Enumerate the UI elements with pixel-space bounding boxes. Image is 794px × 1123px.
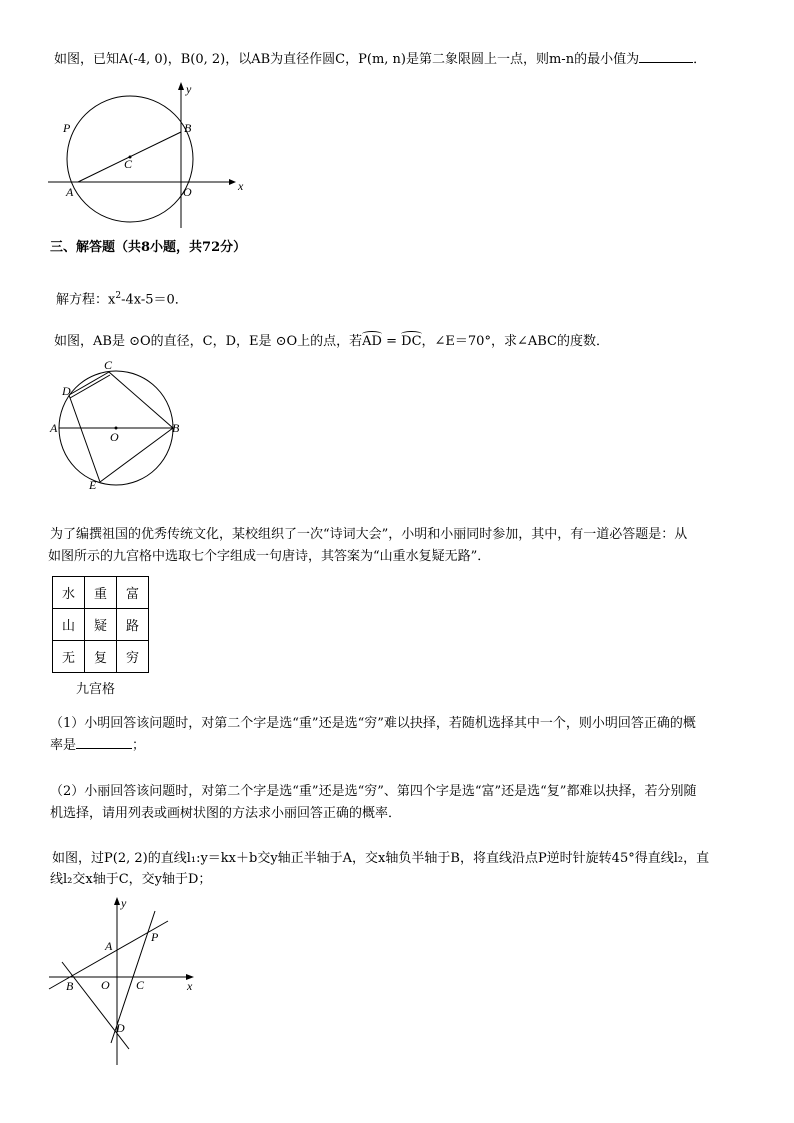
q4-sub1-stem: 率是 [50,738,77,753]
q5-line2: 线l₂交x轴于C，交y轴于D； [50,872,212,887]
grid-cell: 水 [53,577,85,609]
q4-sub1-end: ； [132,738,146,753]
q2-superscript: 2 [115,291,122,301]
grid-row [53,609,149,641]
q3-text [54,334,609,350]
q5-label-b: B [66,979,74,993]
q3-label-o: O [110,430,119,444]
grid-cell: 无 [53,641,85,673]
q5-label-p: P [151,930,159,944]
q3-arc-ad: AD [362,334,382,349]
q2-stem: 解方程：x [56,292,116,308]
q3-arc-dc: DC [401,334,422,349]
q5-label-c: C [136,978,145,992]
q4-answer-blank[interactable] [76,748,132,749]
q4-sub2-line1: （2）小丽回答该问题时，对第二个字是选“重”还是选“穷”、第四个字是选“富”还是选“复”都难以抉择，若分别随 [50,784,697,799]
q3-figure [46,355,196,495]
q5-label-d: D [116,1021,125,1035]
q5-label-a: A [105,939,113,953]
q1-label-a: A [66,185,74,199]
q3-stem: 如图，AB是 ⊙O的直径，C，D，E是 ⊙O上的点，若 [54,334,363,349]
q5-label-y: y [121,896,127,910]
grid-caption: 九宫格 [76,682,116,697]
q1-answer-blank[interactable] [639,62,693,63]
q4-sub2-line2: 机选择，请用列表或画树状图的方法求小丽回答正确的概率． [50,806,402,821]
q1-label-b: B [184,121,192,135]
q5-label-o: O [101,978,110,992]
grid-cell: 复 [85,641,117,673]
grid-cell: 富 [117,577,149,609]
grid-cell: 疑 [85,609,117,641]
q3-label-a: A [50,421,58,435]
q4-line2: 如图所示的九宫格中选取七个字组成一句唐诗，其答案为“山重水复疑无路”． [48,549,491,564]
q3-stem-end: ，∠E＝70°，求∠ABC的度数． [421,334,609,349]
q1-text [54,52,706,68]
grid-cell: 重 [85,577,117,609]
q1-label-y: y [186,82,192,96]
q3-label-e: E [89,478,97,492]
q1-label-c: C [124,157,133,171]
q1-label-o: O [183,185,192,199]
q3-label-c: C [104,358,113,372]
q5-line1: 如图，过P(2, 2)的直线l₁:y＝kx＋b交y轴正半轴于A，交x轴负半轴于B，将直线沿点P逆时针旋转45°得直线l₂，直 [52,851,710,866]
q4-sub1-line1: （1）小明回答该问题时，对第二个字是选“重”还是选“穷”难以抉择，若随机选择其中一个，则小明回答正确的概 [50,716,696,731]
grid-cell: 穷 [117,641,149,673]
q3-label-d: D [62,384,71,398]
q3-equals: = [381,334,402,349]
q5-figure [44,893,204,1068]
q4-sub1-line2 [50,738,145,754]
grid-row [53,641,149,673]
q1-label-x: x [238,179,244,193]
q4-line1: 为了编撰祖国的优秀传统文化，某校组织了一次“诗词大会”，小明和小丽同时参加，其中，有一道必答题是：从 [50,527,688,542]
section-title: 三、解答题（共8小题，共72分） [50,240,247,255]
q2-stem-end: -4x-5＝0． [121,292,188,308]
q1-label-p: P [63,121,71,135]
q3-label-b: B [172,421,180,435]
q5-label-x: x [187,979,193,993]
q1-end: ． [693,52,707,67]
grid-cell: 路 [117,609,149,641]
grid-row [53,577,149,609]
nine-grid [52,576,149,673]
q2-text [56,288,188,308]
q1-figure [40,80,290,230]
grid-cell: 山 [53,609,85,641]
q1-stem: 如图，已知A(-4, 0)，B(0, 2)，以AB为直径作圆C，P(m, n)是第二象限圆上一点，则m-n的最小值为 [54,52,640,67]
